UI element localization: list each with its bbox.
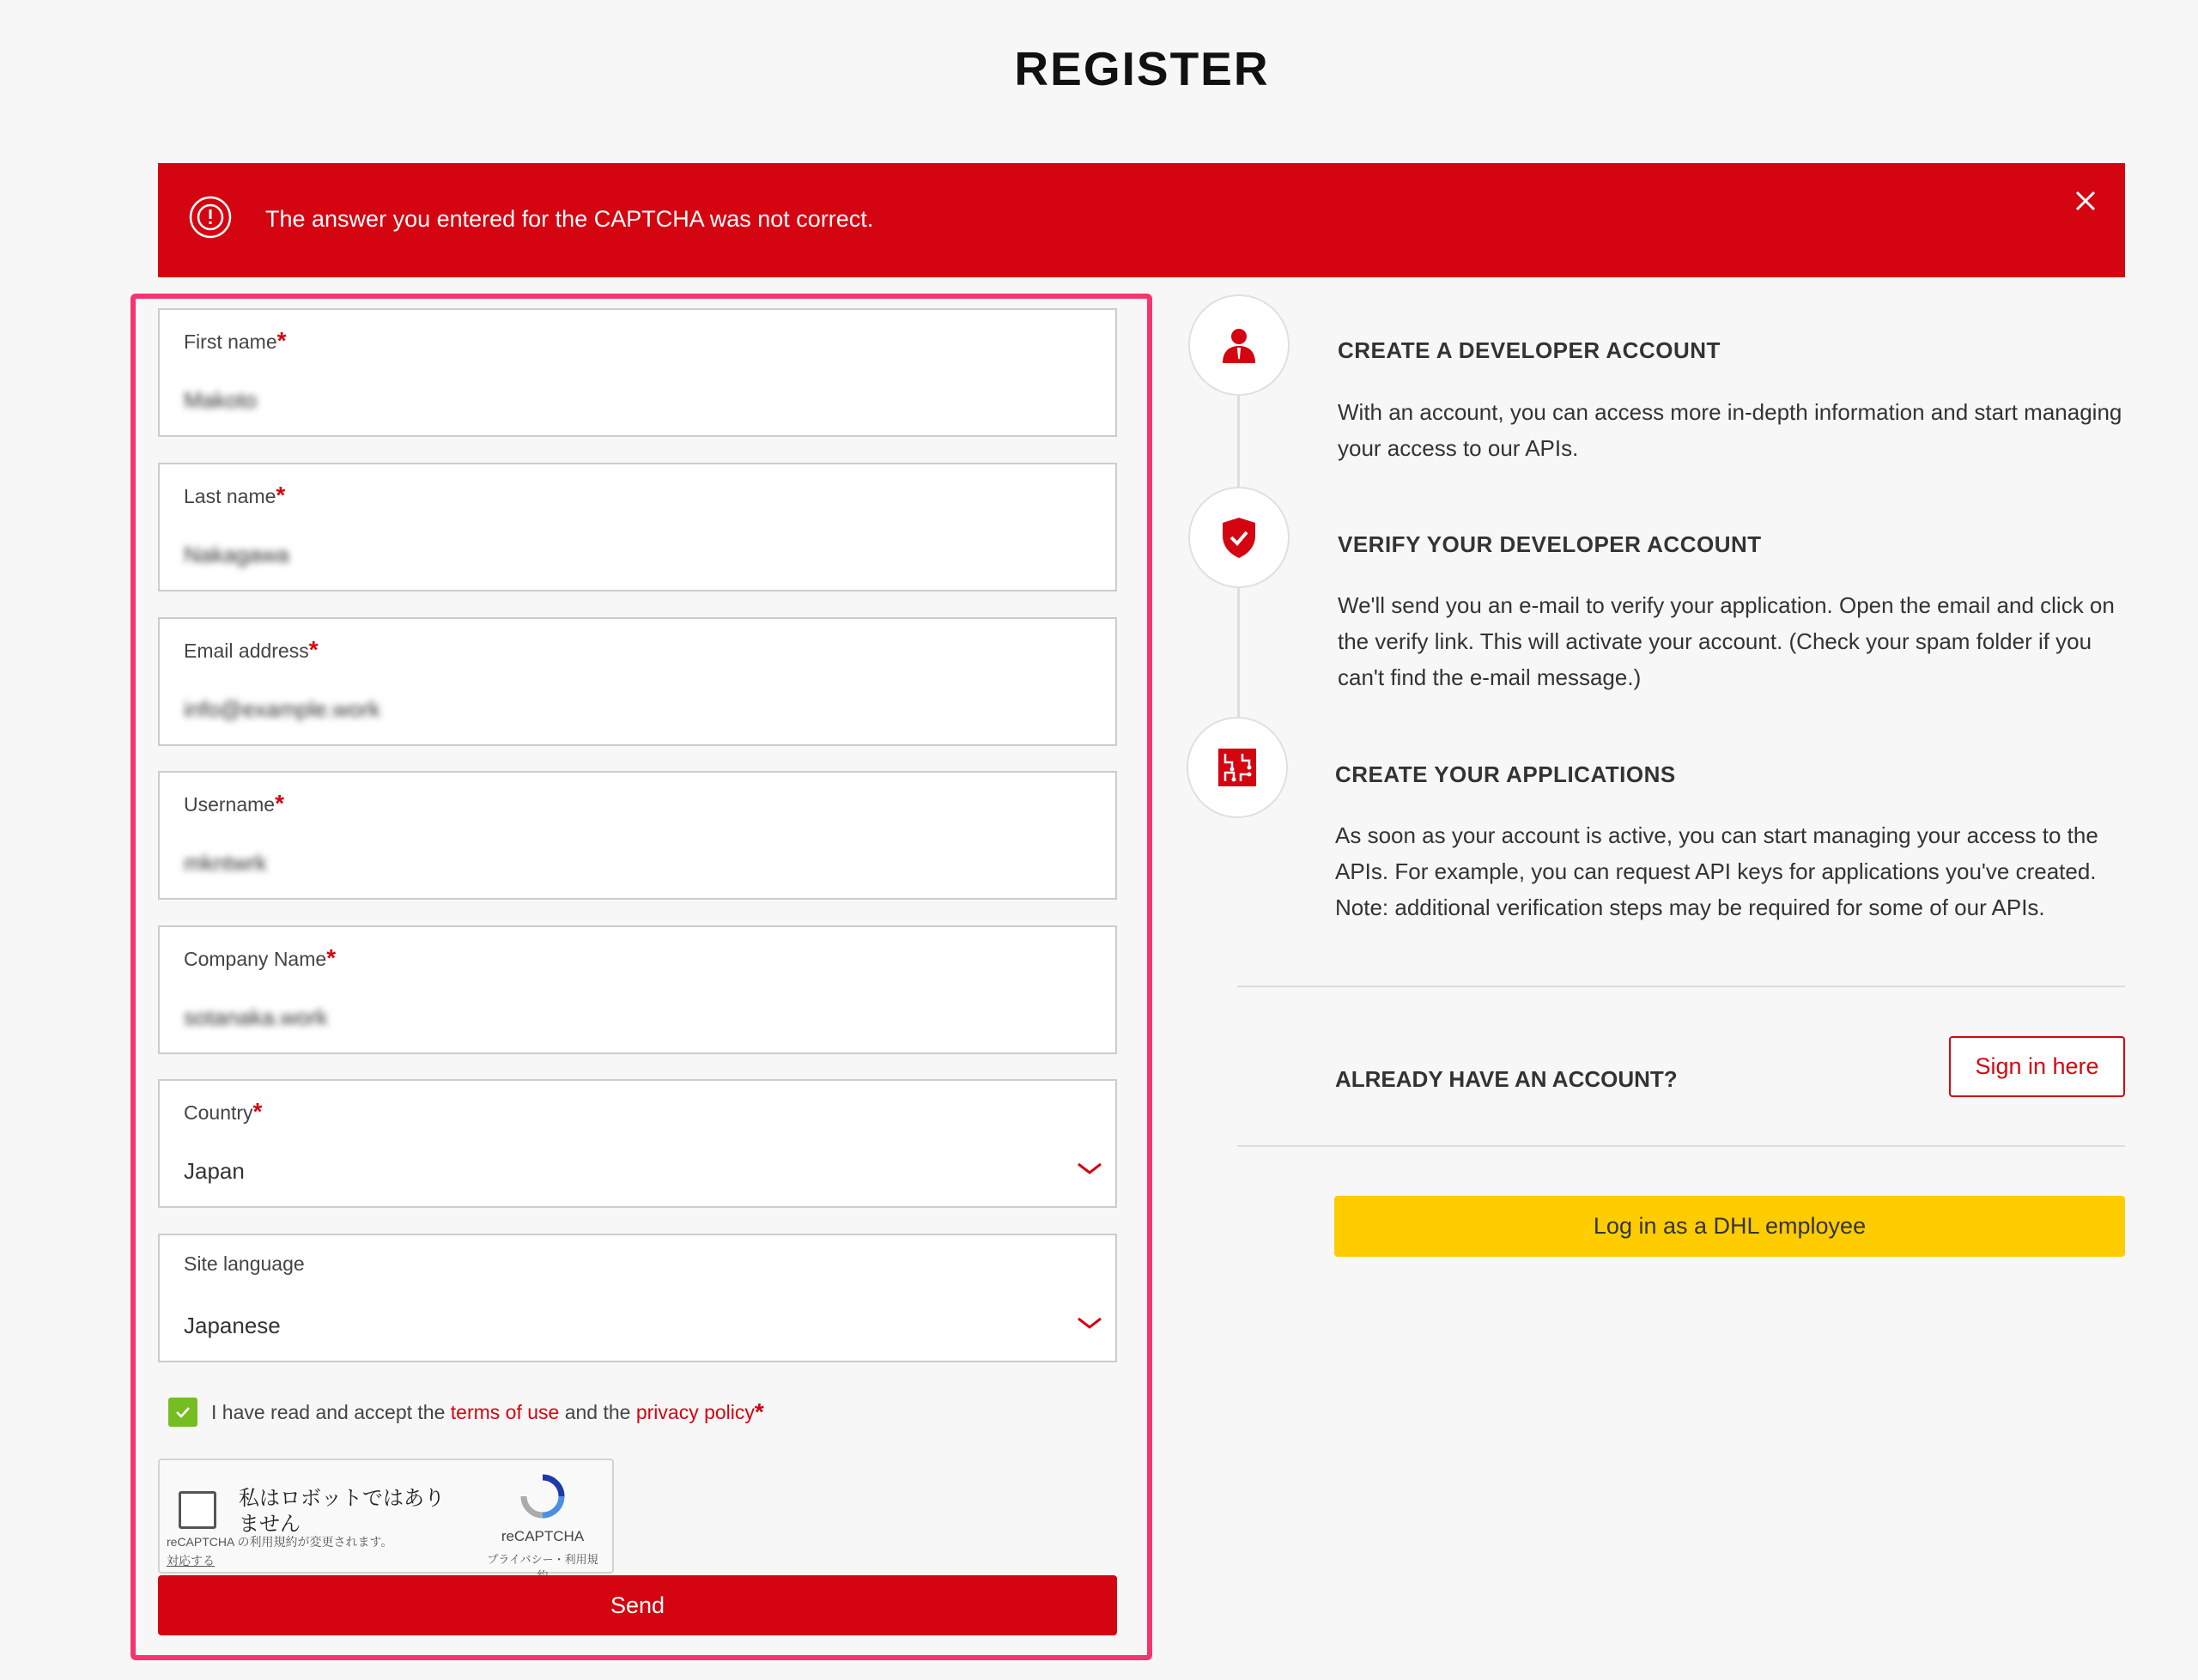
recaptcha-widget [158,1459,614,1574]
consent-row [168,1398,764,1427]
site-language-value: Japanese [184,1313,281,1338]
step-3-icon-circle [1187,717,1288,818]
consent-middle: and the [564,1400,631,1423]
step-1-title: CREATE A DEVELOPER ACCOUNT [1338,337,1721,363]
step-3-title: CREATE YOUR APPLICATIONS [1335,761,1676,787]
alert-message: The answer you entered for the CAPTCHA was not correct. [265,206,874,232]
country-value: Japan [184,1158,245,1184]
recaptcha-logo: reCAPTCHA プライバシー・利用規 [487,1471,598,1583]
step-2-title: VERIFY YOUR DEVELOPER ACCOUNT [1338,531,1762,557]
username-label: Username* [184,790,285,816]
site-language-label: Site language [184,1252,305,1275]
shield-check-icon [1219,515,1259,560]
country-select[interactable] [158,1079,1117,1208]
page-title: REGISTER [1014,42,1270,95]
divider-top [1237,986,2125,987]
consent-prefix: I have read and accept the [211,1400,446,1423]
sign-in-button[interactable]: Sign in here [1949,1036,2125,1097]
first-name-label: First name* [184,327,287,354]
step-2-text: We'll send you an e-mail to verify your application. Open the email and click on the verify link. This will activate your account. (Check your spam folder if you can't find the e-mail message.) [1338,592,2115,690]
recaptcha-notice-link[interactable]: 対応する [167,1554,215,1568]
step-1-text: With an account, you can access more in-depth information and start managing your access to our APIs. [1338,399,2122,461]
email-value: info@example.work [184,696,380,722]
username-field[interactable] [158,771,1117,900]
chevron-down-icon[interactable] [1076,1160,1103,1177]
last-name-field[interactable] [158,463,1117,591]
divider-bottom [1237,1145,2125,1147]
send-button[interactable]: Send [158,1575,1117,1635]
step-1-icon-circle [1188,294,1290,396]
consent-checkbox[interactable] [168,1398,197,1427]
recaptcha-checkbox[interactable] [179,1491,216,1529]
first-name-field[interactable] [158,308,1117,437]
dhl-employee-login-button[interactable]: Log in as a DHL employee [1334,1196,2125,1257]
last-name-label: Last name* [184,482,286,508]
user-icon [1218,324,1260,366]
email-label: Email address* [184,636,319,663]
step-3-text: As soon as your account is active, you can start managing your access to the APIs. For example, you can request API keys for applications you've created. Note: additional verification steps may be required for some of our APIs. [1335,822,2098,920]
terms-of-use-link[interactable]: terms of use [450,1400,560,1423]
privacy-policy-link[interactable]: privacy policy [635,1400,755,1423]
circuit-board-icon [1218,749,1256,786]
alert-icon [189,196,232,239]
email-field[interactable] [158,617,1117,746]
required-mark: * [754,1398,764,1425]
company-name-field[interactable] [158,925,1117,1054]
recaptcha-notice: reCAPTCHA の利用規約が変更されます。 対応する [167,1535,393,1568]
close-icon[interactable] [2072,187,2099,215]
company-name-value: sotanaka.work [184,1004,328,1030]
recaptcha-icon [517,1471,568,1522]
check-icon [173,1403,192,1422]
last-name-value: Nakagawa [184,542,289,567]
first-name-value: Makoto [184,387,258,413]
country-label: Country* [184,1098,263,1125]
site-language-select[interactable] [158,1234,1117,1362]
already-have-account-heading: ALREADY HAVE AN ACCOUNT? [1335,1066,1678,1092]
recaptcha-label: 私はロボットではありません [239,1487,445,1536]
username-value: mkntwrk [184,850,267,876]
step-2-icon-circle [1188,487,1290,588]
chevron-down-icon[interactable] [1076,1314,1103,1331]
company-name-label: Company Name* [184,944,337,971]
error-alert [158,163,2125,277]
